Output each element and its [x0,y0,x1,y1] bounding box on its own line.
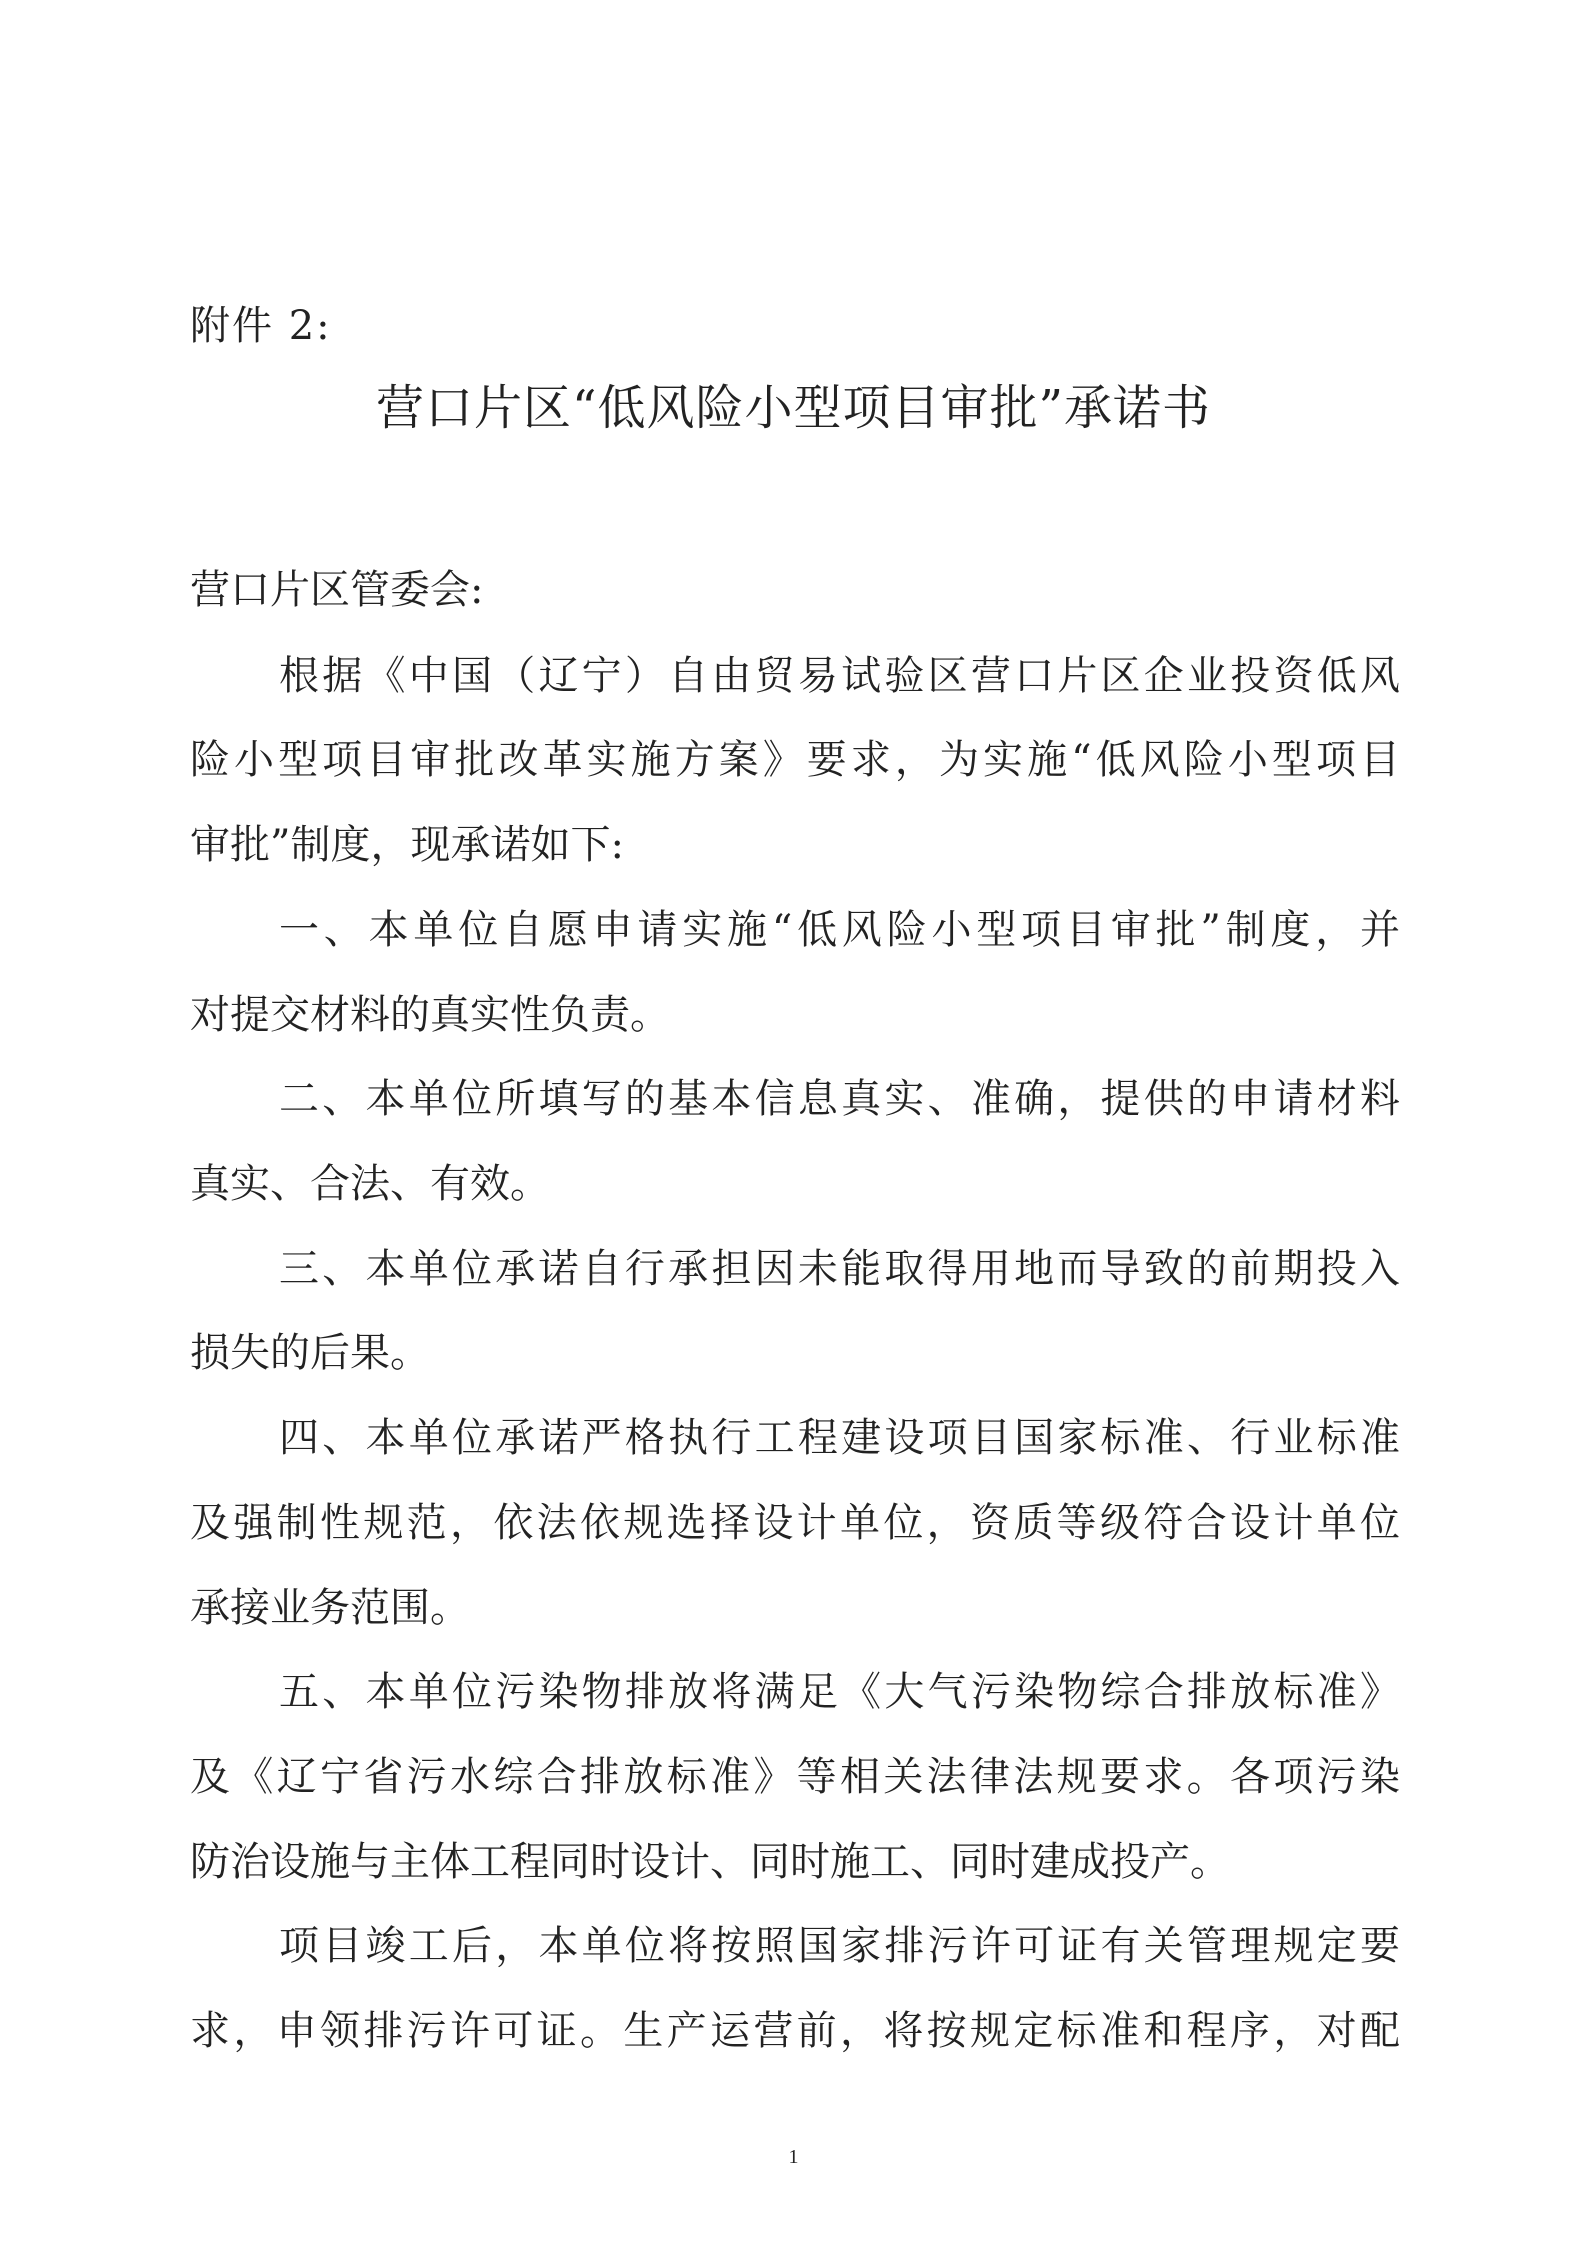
body-line: 损失的后果。 [190,1330,430,1376]
body-line: 真实、合法、有效。 [190,1161,550,1207]
body-line: 审批”制度，现承诺如下: [190,822,624,868]
body-line: 二、本单位所填写的基本信息真实、准确，提供的申请材料 [279,1076,1400,1122]
body-line: 承接业务范围。 [190,1585,470,1631]
body-line: 险小型项目审批改革实施方案》要求，为实施“低风险小型项目 [190,737,1400,783]
body-line: 求，申领排污许可证。生产运营前，将按规定标准和程序，对配 [190,2008,1400,2054]
body-line: 防治设施与主体工程同时设计、同时施工、同时建成投产。 [190,1839,1230,1885]
body-line: 一、本单位自愿申请实施“低风险小型项目审批”制度，并 [279,907,1400,953]
body-line: 项目竣工后，本单位将按照国家排污许可证有关管理规定要 [279,1923,1400,1969]
addressee: 营口片区管委会: [190,567,484,613]
body-line: 三、本单位承诺自行承担因未能取得用地而导致的前期投入 [279,1246,1400,1292]
body-line: 对提交材料的真实性负责。 [190,992,670,1038]
body-line: 根据《中国（辽宁）自由贸易试验区营口片区企业投资低风 [279,653,1400,699]
page-number: 1 [788,2146,799,2168]
attachment-label: 附件 2: [190,303,332,349]
body-line: 四、本单位承诺严格执行工程建设项目国家标准、行业标准 [279,1415,1400,1461]
body-line: 及强制性规范，依法依规选择设计单位，资质等级符合设计单位 [190,1500,1400,1546]
body-line: 五、本单位污染物排放将满足《大气污染物综合排放标准》 [279,1669,1400,1715]
document-title: 营口片区“低风险小型项目审批”承诺书 [375,380,1212,436]
body-line: 及《辽宁省污水综合排放标准》等相关法律法规要求。各项污染 [190,1754,1400,1800]
